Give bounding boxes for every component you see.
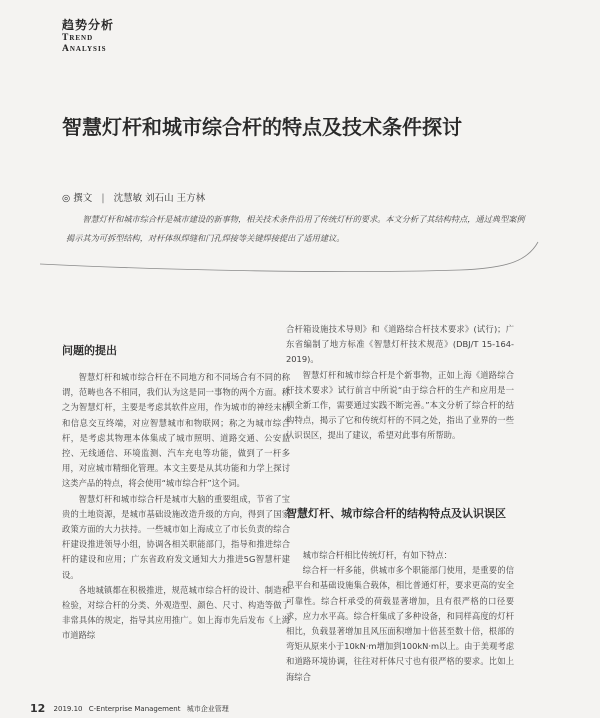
- section-tag: [62, 16, 222, 55]
- right-paragraph: 智慧灯杆和城市综合杆是个新事物，正如上海《道路综合杆技术要求》试行前言中所说“由于综合杆的生产和应用是一项全新工作，需要通过实践不断完善。”本文分析了综合杆的结构特点，揭示了它和传统灯杆的不同之处，指出了业界的一些认识误区，提出了建议，希望对此事有所帮助。: [286, 369, 514, 441]
- byline-authors: 沈慧敏 刘石山 王方林: [113, 193, 206, 204]
- right-column-top: [286, 322, 514, 444]
- right-paragraph: 合杆箱设施技术导则》和《道路综合杆技术要求》(试行)；广东省编制了地方标准《智慧灯杆技术规范》(DBJ/T 15-164-2019)。: [286, 324, 514, 365]
- left-paragraph: 智慧灯杆和城市综合杆在不同地方和不同场合有不同的称谓，范畴也各不相同，我们认为这是同一事物的两个方面。称之为智慧灯杆，主要是考虑其软件应用，作为城市的神经末梢和信息交互终端，对应智慧城市和物联网；称之为城市综合杆，是考虑其物理本体集成了城市照明、道路交通、公安监控、无线通信、环境监测、汽车充电等功能，做到了一杆多用，对应城市精细化管理。本文主要是从其功能和力学上探讨这类产品的特点，将会使用“城市综合杆”这个词。: [62, 372, 290, 489]
- byline-mark: ◎ 撰文: [62, 193, 93, 204]
- page-footer: [30, 702, 590, 715]
- right-paragraph: 综合杆一杆多能，供城市多个职能部门使用，是重要的信息平台和基础设施集合载体，相比普通灯杆，要求更高的安全可靠性。综合杆承受的荷载显著增加，且有很严格的口径要求，应力水平高。综合杆集成了多种设备，和同样高度的灯杆相比，负载显著增加且风压面积增加十倍甚至数十倍，根部的弯矩从原来小于10kN·m增加到100kN·m以上。由于美观考虑和道路环境协调，往往对杆体尺寸也有很严格的要求。比如上海综合: [286, 565, 514, 682]
- section-tag-en-line1: Trend: [62, 33, 94, 43]
- footer-date: 2019.10: [53, 705, 83, 713]
- section-heading-structure: 智慧灯杆、城市综合杆的结构特点及认识误区: [286, 507, 506, 520]
- section-tag-en: [62, 33, 222, 55]
- decorative-curve: [40, 240, 540, 280]
- byline: [62, 190, 462, 204]
- left-paragraph: 智慧灯杆和城市综合杆是城市大脑的重要组成，节省了宝贵的土地资源，是城市基础设施改造升级的方向，得到了国家政策方面的大力扶持。一些城市如上海成立了市长负责的综合杆建设推进领导小组，协调各相关职能部门，指导和推进综合杆的建设和应用；广东省政府发文通知大力推进5G智慧杆建设。: [62, 493, 290, 580]
- abstract: 智慧灯杆和城市综合杆是城市建设的新事物，相关技术条件沿用了传统灯杆的要求。本文分析了其结构特点，通过典型案例揭示其为可拆型结构，对杆体纵焊缝和门孔焊接等关键焊接提出了适用建议。: [66, 214, 525, 243]
- right-paragraph: 城市综合杆相比传统灯杆，有如下特点：: [302, 550, 452, 560]
- byline-separator: |: [101, 193, 105, 204]
- section-heading-problem: 问题的提出: [62, 344, 117, 357]
- footer-journal-cn: 城市企业管理: [186, 705, 229, 713]
- page-number: 12: [30, 702, 46, 715]
- footer-journal: C-Enterprise Management: [88, 705, 181, 713]
- left-paragraph: 各地城镇都在积极推进，规范城市综合杆的设计、制造和检验，对综合杆的分类、外观造型、颜色、尺寸、构造等做了非常具体的规定，指导其应用推广。如上海市先后发布《上海市道路综: [62, 584, 290, 641]
- article-title: 智慧灯杆和城市综合杆的特点及技术条件探讨: [62, 115, 462, 139]
- right-column-bottom: [286, 548, 514, 685]
- section-tag-cn: 趋势分析: [62, 18, 115, 32]
- left-column: [62, 370, 290, 644]
- section-tag-en-line2: Analysis: [62, 44, 107, 54]
